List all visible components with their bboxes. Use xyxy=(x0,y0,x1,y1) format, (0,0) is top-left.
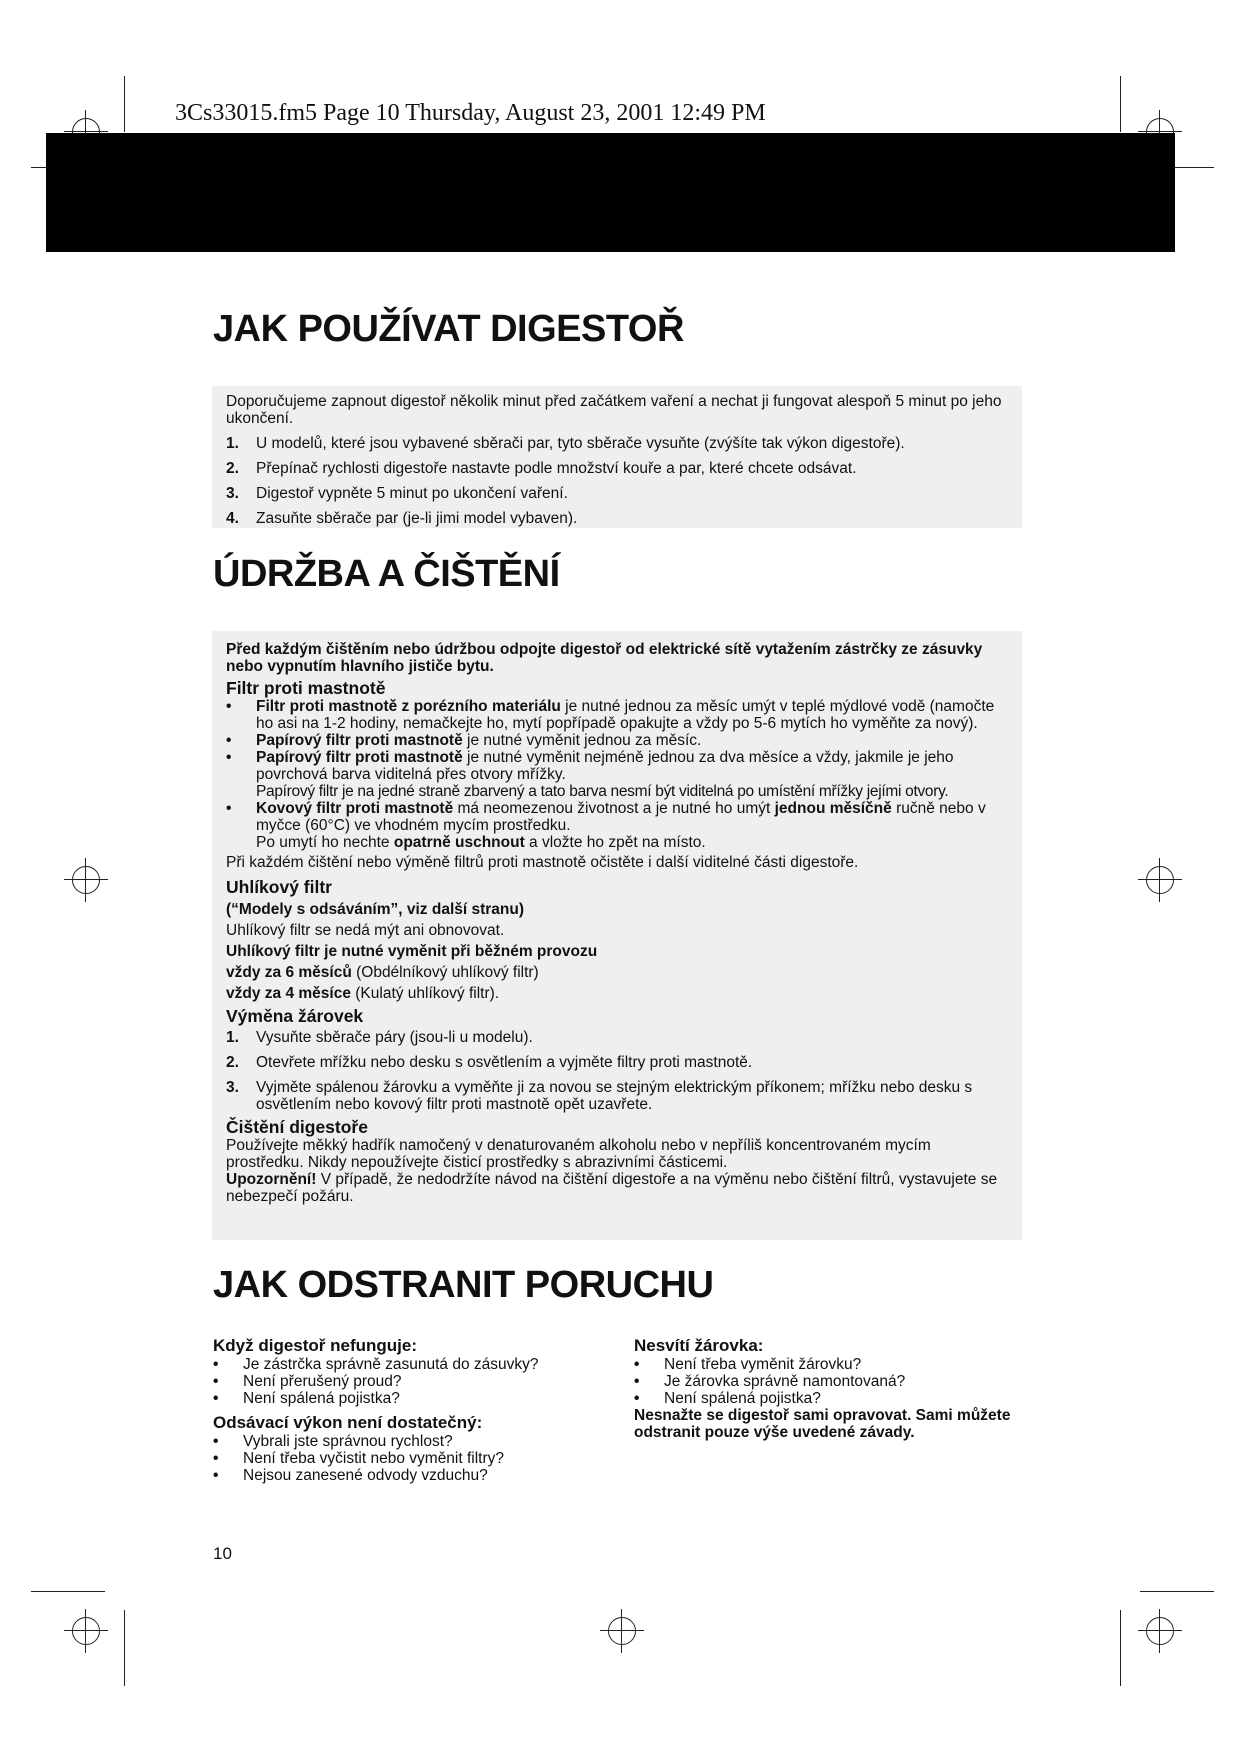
text: Není třeba vyměnit žárovku? xyxy=(664,1356,862,1373)
repair-note: Nesnažte se digestoř sami opravovat. Sami můžete odstranit pouze výše uvedené závady. xyxy=(634,1407,1011,1441)
step-text: Otevřete mřížku nebo desku s osvětlením a vyjměte filtry proti mastnotě. xyxy=(256,1054,753,1071)
subheading-bulb-replacement: Výměna žárovek xyxy=(226,1006,364,1026)
bold-text: jednou měsíčně xyxy=(774,800,892,817)
step-number: 2. xyxy=(226,1054,239,1071)
registration-mark-icon xyxy=(608,1617,636,1645)
bullet: • xyxy=(213,1390,219,1407)
bullet: • xyxy=(226,800,232,817)
carbon-subtitle: (“Modely s odsáváním”, viz další stranu) xyxy=(226,901,525,918)
bold-text: vždy za 4 měsíce xyxy=(226,985,351,1002)
bullet: • xyxy=(226,698,232,715)
text: Po umytí ho nechte xyxy=(256,834,394,851)
carbon-text xyxy=(226,985,1008,1002)
text: je nutné vyměnit nejméně jednou za dva měsíce a vždy, jakmile je jeho povrchová barva viditelná přes otvory mřížky. xyxy=(256,749,954,783)
list-item xyxy=(226,485,1008,502)
section-title-troubleshooting: JAK ODSTRANIT PORUCHU xyxy=(213,1264,714,1306)
page-number: 10 xyxy=(213,1544,232,1563)
step-text: Zasuňte sběrače par (je-li jimi model vybaven). xyxy=(256,510,578,527)
checklist xyxy=(634,1356,1014,1407)
filter-after-text: Při každém čištění nebo výměně filtrů proti mastnotě očistěte i další viditelné části digestoře. xyxy=(226,854,859,871)
list-item xyxy=(213,1390,613,1407)
text: je nutné vyměnit jednou za měsíc. xyxy=(462,732,702,749)
crop-line xyxy=(124,1610,125,1686)
cleaning-text: Používejte měkký hadřík namočený v denaturovaném alkoholu nebo v nepříliš koncentrovaném mycím prostředku. Nikdy nepoužívejte čisticí prostředky s abrazivními částicemi. xyxy=(226,1137,931,1171)
step-number: 1. xyxy=(226,435,239,452)
troubleshooting-right-column xyxy=(634,1336,1014,1441)
text: Není třeba vyčistit nebo vyměnit filtry? xyxy=(243,1450,505,1467)
list-item xyxy=(213,1450,613,1467)
subheading: Když digestoř nefunguje: xyxy=(213,1336,417,1355)
step-number: 2. xyxy=(226,460,239,477)
list-item xyxy=(226,698,1008,732)
list-item xyxy=(226,1079,1008,1113)
bullet: • xyxy=(226,749,232,766)
list-item xyxy=(226,749,1008,800)
usage-intro: Doporučujeme zapnout digestoř několik minut před začátkem vaření a nechat ji fungovat alespoň 5 minut po jeho ukončení. xyxy=(226,393,1002,427)
bold-text: Upozornění! xyxy=(226,1171,317,1188)
caution-text xyxy=(226,1171,1008,1205)
subheading-carbon-filter: Uhlíkový filtr xyxy=(226,877,332,897)
registration-mark-icon xyxy=(72,866,100,894)
maintenance-box xyxy=(212,631,1022,1240)
step-number: 1. xyxy=(226,1029,239,1046)
text: má neomezenou životnost a je nutné ho umýt xyxy=(453,800,775,817)
list-item xyxy=(213,1433,613,1450)
step-text: U modelů, které jsou vybavené sběrači par, tyto sběrače vysuňte (zvýšíte tak výkon digestoře). xyxy=(256,435,905,452)
bullet: • xyxy=(213,1450,219,1467)
text: Není spálená pojistka? xyxy=(243,1390,400,1407)
header-bar xyxy=(46,133,1175,252)
list-item xyxy=(226,732,1008,749)
list-item xyxy=(634,1356,1014,1373)
bullet: • xyxy=(213,1373,219,1390)
text: ručně nebo v myčce (60°C) ve vhodném mycím prostředku. xyxy=(256,800,986,834)
carbon-text: Uhlíkový filtr se nedá mýt ani obnovovat. xyxy=(226,922,505,939)
text: Je zástrčka správně zasunutá do zásuvky? xyxy=(243,1356,539,1373)
step-number: 3. xyxy=(226,485,239,502)
text: Není přerušený proud? xyxy=(243,1373,402,1390)
bullet: • xyxy=(213,1356,219,1373)
bullet: • xyxy=(634,1373,640,1390)
crop-line xyxy=(31,1591,105,1592)
crop-line xyxy=(1120,1610,1121,1686)
bold-text: Papírový filtr proti mastnotě xyxy=(256,749,463,766)
list-item xyxy=(226,460,1008,477)
step-text: Digestoř vypněte 5 minut po ukončení vaření. xyxy=(256,485,568,502)
bulb-steps xyxy=(226,1029,1008,1113)
list-item xyxy=(226,1029,1008,1046)
text: Není spálená pojistka? xyxy=(664,1390,821,1407)
text: (Obdélníkový uhlíkový filtr) xyxy=(351,964,539,981)
list-item xyxy=(226,435,1008,452)
text: Vybrali jste správnou rychlost? xyxy=(243,1433,453,1450)
bullet: • xyxy=(226,732,232,749)
carbon-text: Uhlíkový filtr je nutné vyměnit při běžném provozu xyxy=(226,943,598,960)
text: a vložte ho zpět na místo. xyxy=(524,834,706,851)
usage-box xyxy=(212,386,1022,528)
step-text: Vyjměte spálenou žárovku a vyměňte ji za novou se stejným elektrickým příkonem; mřížku nebo desku s osvětlením nebo kovový filtr proti mastnotě opět uzavřete. xyxy=(256,1079,973,1113)
text: Papírový filtr je na jedné straně zbarvený a tato barva nesmí být viditelná po umístění mřížky jejími otvory. xyxy=(256,783,949,800)
subheading: Odsávací výkon není dostatečný: xyxy=(213,1413,483,1432)
crop-line xyxy=(1120,76,1121,132)
bullet: • xyxy=(634,1390,640,1407)
registration-mark-icon xyxy=(72,1617,100,1645)
checklist xyxy=(213,1356,613,1407)
print-header: 3Cs33015.fm5 Page 10 Thursday, August 23, 2001 12:49 PM xyxy=(175,100,766,126)
bold-text: vždy za 6 měsíců xyxy=(226,964,352,981)
bullet: • xyxy=(634,1356,640,1373)
list-item xyxy=(226,1054,1008,1071)
crop-line xyxy=(124,76,125,132)
list-item xyxy=(634,1390,1014,1407)
checklist xyxy=(213,1433,613,1484)
step-number: 4. xyxy=(226,510,239,527)
bullet: • xyxy=(213,1433,219,1450)
list-item xyxy=(226,800,1008,851)
grease-filter-list xyxy=(226,698,1008,851)
step-text: Přepínač rychlosti digestoře nastavte podle množství kouře a par, které chcete odsávat. xyxy=(256,460,857,477)
bold-text: Papírový filtr proti mastnotě xyxy=(256,732,463,749)
bold-text: Kovový filtr proti mastnotě xyxy=(256,800,454,817)
bold-text: opatrně uschnout xyxy=(393,834,525,851)
registration-mark-icon xyxy=(1146,1617,1174,1645)
subheading-grease-filter: Filtr proti mastnotě xyxy=(226,678,386,698)
registration-mark-icon xyxy=(1146,866,1174,894)
list-item xyxy=(634,1373,1014,1390)
section-title-usage: JAK POUŽÍVAT DIGESTOŘ xyxy=(213,308,684,350)
crop-line xyxy=(1140,1591,1214,1592)
bold-text: Filtr proti mastnotě z porézního materiálu xyxy=(256,698,561,715)
section-title-maintenance: ÚDRŽBA A ČIŠTĚNÍ xyxy=(213,553,560,595)
step-number: 3. xyxy=(226,1079,239,1096)
text: je nutné jednou za měsíc umýt v teplé mýdlové vodě (namočte ho asi na 1-2 hodiny, nemačkejte ho, mytí popřípadě opakujte a vždy po 5-6 mytích ho vyměňte za nový). xyxy=(256,698,995,732)
safety-warning: Před každým čištěním nebo údržbou odpojte digestoř od elektrické sítě vytažením zástrčky ze zásuvky nebo vypnutím hlavního jističe bytu. xyxy=(226,641,983,675)
troubleshooting-left-column xyxy=(213,1336,613,1484)
text: Je žárovka správně namontovaná? xyxy=(664,1373,906,1390)
bullet: • xyxy=(213,1467,219,1484)
carbon-text xyxy=(226,964,1008,981)
list-item xyxy=(213,1373,613,1390)
text: (Kulatý uhlíkový filtr). xyxy=(350,985,500,1002)
step-text: Vysuňte sběrače páry (jsou-li u modelu). xyxy=(256,1029,533,1046)
text: Nejsou zanesené odvody vzduchu? xyxy=(243,1467,488,1484)
usage-steps xyxy=(226,435,1008,527)
subheading: Nesvítí žárovka: xyxy=(634,1336,764,1355)
subheading-cleaning: Čištění digestoře xyxy=(226,1117,368,1137)
text: V případě, že nedodržíte návod na čištění digestoře a na výměnu nebo čištění filtrů, vystavujete se nebezpečí požáru. xyxy=(226,1171,998,1205)
list-item xyxy=(213,1356,613,1373)
list-item xyxy=(226,510,1008,527)
list-item xyxy=(213,1467,613,1484)
